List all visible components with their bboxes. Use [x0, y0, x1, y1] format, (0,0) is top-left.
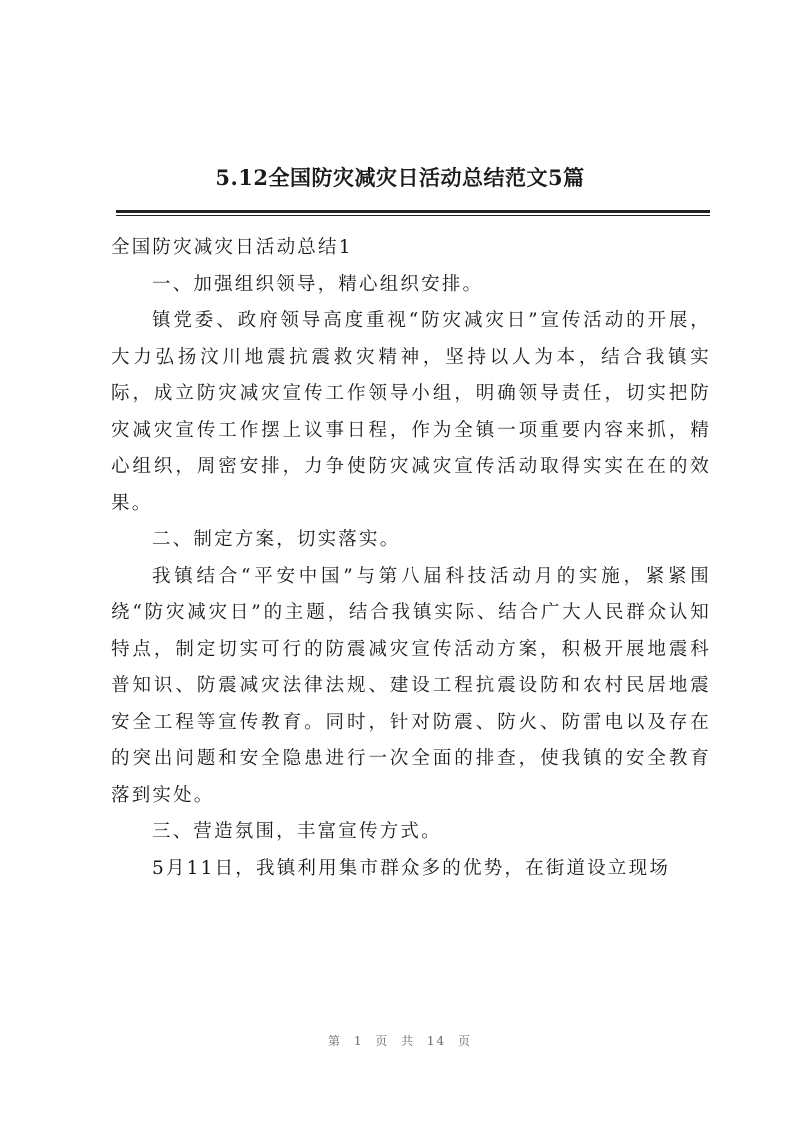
paragraph-2: 我镇结合“平安中国”与第八届科技活动月的实施，紧紧围绕“防灾减灾日”的主题，结合我镇实际、结合广大人民群众认知特点，制定切实可行的防震减灾宣传活动方案，积极开展地震科普知识、防震减灾法律法规、建设工程抗震设防和农村民居地震安全工程等宣传教育。同时，针对防震、防火、防雷电以及存在的突出问题和安全隐患进行一次全面的排查，使我镇的安全教育落到实处。: [111, 565, 711, 806]
document-title: 5.12全国防灾减灾日活动总结范文5篇: [215, 165, 585, 190]
paragraph-heading-2: 二、制定方案，切实落实。: [152, 529, 401, 550]
section-heading: 全国防灾减灾日活动总结1: [111, 237, 353, 258]
paragraph-3: 5月11日，我镇利用集市群众多的优势，在街道设立现场: [152, 857, 671, 879]
page-number-footer: 第 1 页 共 14 页: [328, 1034, 472, 1048]
title-divider-thick: [116, 210, 710, 213]
paragraph-heading-1: 一、加强组织领导，精心组织安排。: [152, 273, 484, 295]
document-body: [111, 230, 711, 887]
paragraph-heading-3: 三、营造氛围，丰富宣传方式。: [152, 821, 442, 842]
title-divider-thin: [116, 215, 710, 216]
paragraph-1: 镇党委、政府领导高度重视“防灾减灾日”宣传活动的开展，大力弘扬汶川地震抗震救灾精神，坚持以人为本，结合我镇实际，成立防灾减灾宣传工作领导小组，明确领导责任，切实把防灾减灾宣传工作摆上议事日程，作为全镇一项重要内容来抓，精心组织，周密安排，力争使防灾减灾宣传活动取得实实在在的效果。: [111, 310, 711, 514]
